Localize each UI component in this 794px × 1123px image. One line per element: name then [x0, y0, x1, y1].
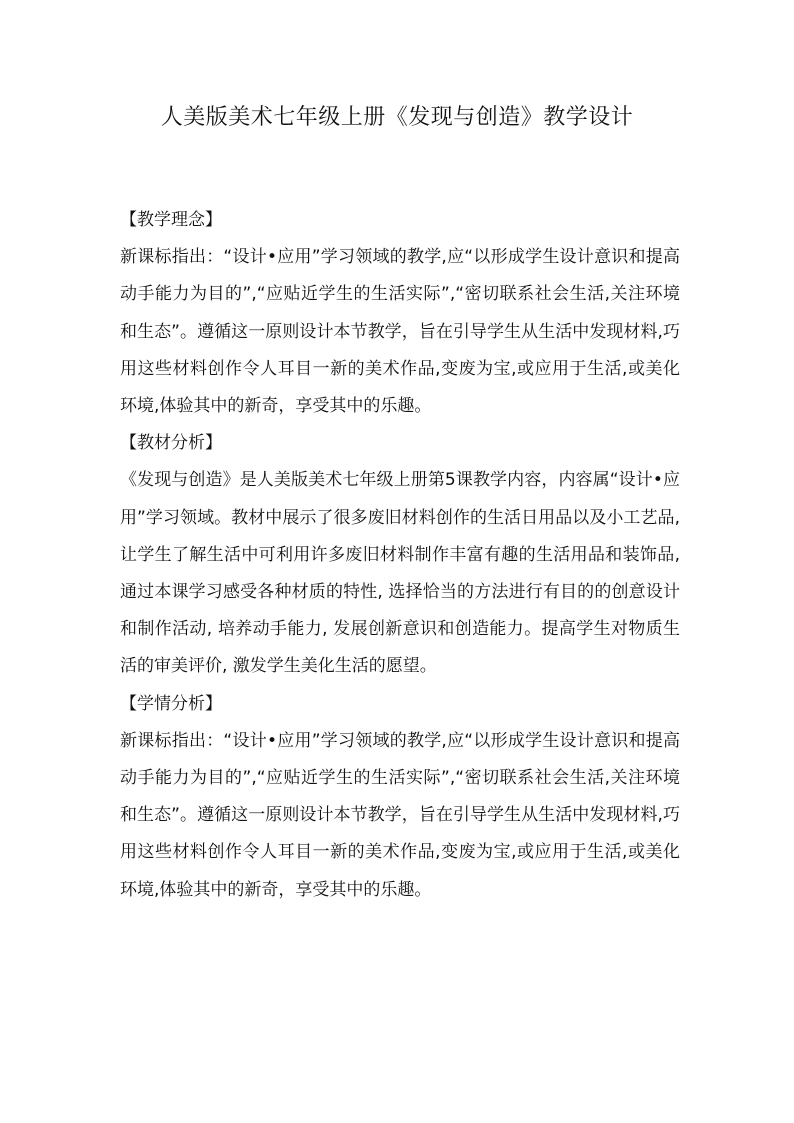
section-paragraph: 《发现与创造》是人美版美术七年级上册第5课教学内容，内容属“设计•应用”学习领域。教材中展示了很多废旧材料创作的生活日用品以及小工艺品, 让学生了解生活中可利用许多废旧材料制作丰富有趣的生活用品和装饰品, 通过本课学习感受各种材质的特性, 选择恰当的方法进行有目的的创意设计和制作活动, 培养动手能力, 发展创新意识和创造能力。提高学生对物质生活的审美评价, 激发学生美化生活的愿望。 — [120, 470, 680, 677]
section-paragraph: 新课标指出：“设计•应用”学习领域的教学,应“以形成学生设计意识和提高动手能力为目的”,“应贴近学生的生活实际”,“密切联系社会生活,关注环境和生态”。遵循这一原则设计本节教学，旨在引导学生从生活中发现材料,巧用这些材料创作令人耳目一新的美术作品,变废为宝,或应用于生活,或美化环境,体验其中的新奇，享受其中的乐趣。 — [120, 247, 680, 417]
section-paragraph: 新课标指出：“设计•应用”学习领域的教学,应“以形成学生设计意识和提高动手能力为目的”,“应贴近学生的生活实际”,“密切联系社会生活,关注环境和生态”。遵循这一原则设计本节教学，旨在引导学生从生活中发现材料,巧用这些材料创作令人耳目一新的美术作品,变废为宝,或应用于生活,或美化环境,体验其中的新奇，享受其中的乐趣。 — [120, 730, 680, 900]
section-heading: 【教学理念】 — [120, 210, 222, 230]
section-teaching-philosophy — [120, 202, 680, 425]
section-textbook-analysis — [120, 425, 680, 685]
page-title: 人美版美术七年级上册《发现与创造》教学设计 — [160, 105, 634, 130]
section-heading: 【学情分析】 — [120, 693, 222, 714]
document-body — [120, 202, 680, 909]
section-student-analysis — [120, 686, 680, 909]
section-heading: 【教材分析】 — [120, 433, 222, 454]
